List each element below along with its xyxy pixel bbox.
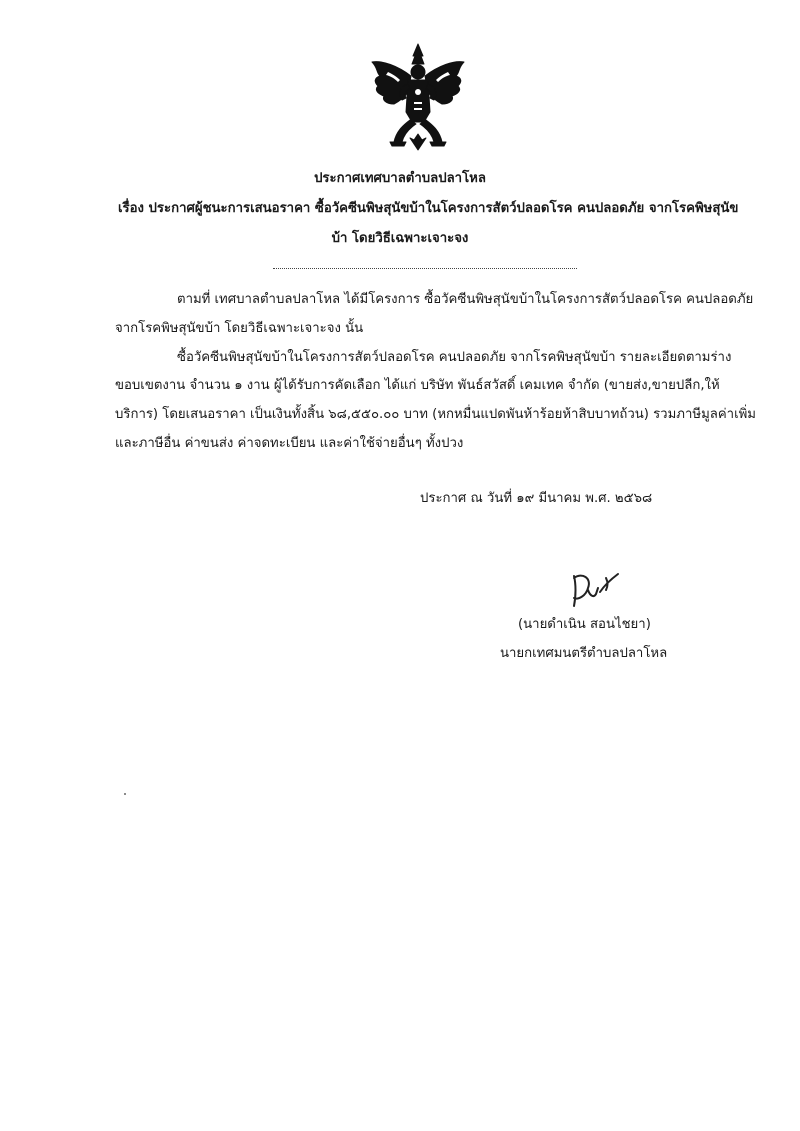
signatory-position: นายกเทศมนตรีตำบลปลาโหล: [500, 646, 668, 661]
paragraph-2-line-3: บริการ) โดยเสนอราคา เป็นเงินทั้งสิ้น ๖๘,๕๕๐.๐๐ บาท (หกหมื่นแปดพันห้าร้อยห้าสิบบาทถ้วน) รวมภาษีมูลค่าเพิ่ม: [115, 407, 756, 422]
header-divider: [273, 268, 577, 269]
paragraph-2-line-1: ซื้อวัคซีนพิษสุนัขบ้าในโครงการสัตว์ปลอดโรค คนปลอดภัย จากโรคพิษสุนัขบ้า รายละเอียดตามร่าง: [177, 350, 732, 365]
garuda-emblem-icon: [368, 42, 468, 154]
subject-line-1: เรื่อง ประกาศผู้ชนะการเสนอราคา ซื้อวัคซีนพิษสุนัขบ้าในโครงการสัตว์ปลอดโรค คนปลอดภัย จากโรคพิษสุนัข: [118, 201, 739, 216]
scan-speck: [124, 793, 126, 795]
paragraph-1-line-2: จากโรคพิษสุนัขบ้า โดยวิธีเฉพาะเจาะจง นั้น: [115, 321, 364, 336]
paragraph-2-line-4: และภาษีอื่น ค่าขนส่ง ค่าจดทะเบียน และค่าใช้จ่ายอื่นๆ ทั้งปวง: [115, 436, 464, 451]
paragraph-2-line-2: ขอบเขตงาน จำนวน ๑ งาน ผู้ได้รับการคัดเลือก ได้แก่ บริษัท พันธ์สวัสดิ์ เคมเทค จำกัด (ขายส่ง,ขายปลีก,ให้: [115, 378, 720, 393]
paragraph-1-line-1: ตามที่ เทศบาลตำบลปลาโหล ได้มีโครงการ ซื้อวัคซีนพิษสุนัขบ้าในโครงการสัตว์ปลอดโรค คนปลอดภัย: [177, 292, 754, 307]
handwritten-signature: [566, 568, 630, 612]
announcement-date: ประกาศ ณ วันที่ ๑๙ มีนาคม พ.ศ. ๒๕๖๘: [420, 491, 653, 506]
signatory-name: (นายดำเนิน สอนไชยา): [518, 617, 651, 632]
subject-line-2: บ้า โดยวิธีเฉพาะเจาะจง: [331, 231, 469, 246]
announcement-title: ประกาศเทศบาลตำบลปลาโหล: [314, 171, 486, 186]
